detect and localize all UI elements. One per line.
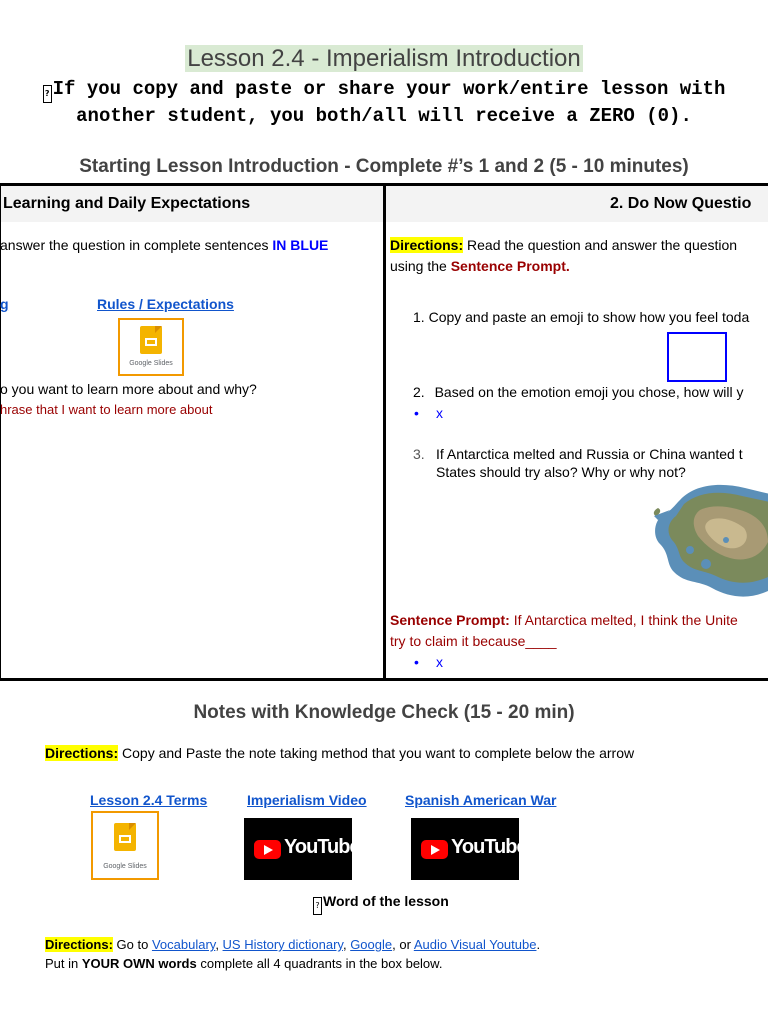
warning-line-1-text: If you copy and paste or share your work/entire lesson with xyxy=(52,78,726,100)
notes-section-heading: Notes with Knowledge Check (15 - 20 min) xyxy=(193,702,575,723)
missing-glyph-icon: ? xyxy=(43,85,52,103)
sentence-prompt-text-1: If Antarctica melted, I think the Unite xyxy=(513,612,738,628)
word-of-lesson-text: Word of the lesson xyxy=(323,893,449,909)
warning-line-1 xyxy=(0,76,768,103)
youtube-play-icon xyxy=(254,840,281,859)
intro-section-heading: Starting Lesson Introduction - Complete #’s 1 and 2 (5 - 10 minutes) xyxy=(79,156,689,177)
emoji-answer-box[interactable] xyxy=(667,332,727,382)
question-2-text: Based on the emotion emoji you chose, how will y xyxy=(434,384,744,400)
directions-text-2: using the xyxy=(390,258,447,274)
page-title xyxy=(0,45,768,73)
vocab-put-in: Put in xyxy=(45,956,79,971)
sentence-prompt-ref: Sentence Prompt. xyxy=(450,258,570,274)
plagiarism-warning xyxy=(0,76,768,130)
instruction-text: answer the question in complete sentences xyxy=(0,237,269,253)
left-cell-prompt: hrase that I want to learn more about xyxy=(0,402,213,417)
vocabulary-link[interactable]: Vocabulary xyxy=(151,937,216,952)
directions-label: Directions: xyxy=(390,237,464,253)
question-3-line-2: States should try also? Why or why not? xyxy=(436,464,686,480)
youtube-logo-text: YouTube xyxy=(451,836,527,858)
left-cell-header: Learning and Daily Expectations xyxy=(3,195,251,212)
question-3-line-1: If Antarctica melted and Russia or China wanted t xyxy=(436,446,743,462)
sentence-prompt-answer[interactable]: • x xyxy=(436,652,443,673)
question-1 xyxy=(413,307,749,328)
question-1-text: Copy and paste an emoji to show how you feel toda xyxy=(428,309,750,325)
instruction-emphasis: IN BLUE xyxy=(272,237,329,253)
vocab-go-to: Go to xyxy=(116,937,149,952)
vocab-rest: complete all 4 quadrants in the box below. xyxy=(200,956,443,971)
spanish-american-war-link[interactable]: Spanish American War xyxy=(405,792,557,808)
right-cell-header: 2. Do Now Questio xyxy=(610,195,752,212)
vocab-directions-label: Directions: xyxy=(45,937,113,952)
word-of-lesson-heading xyxy=(313,891,449,915)
question-3-number: 3. xyxy=(413,446,425,462)
notes-directions xyxy=(45,743,634,764)
question-2-number: 2. xyxy=(413,384,425,400)
question-2 xyxy=(413,382,744,403)
antarctica-map-image xyxy=(650,480,768,608)
imperialism-video-link[interactable]: Imperialism Video xyxy=(247,792,367,808)
youtube-logo-text: YouTube xyxy=(284,836,360,858)
notes-directions-text: Copy and Paste the note taking method that you want to complete below the arrow xyxy=(122,745,635,761)
us-history-dictionary-link[interactable]: US History dictionary xyxy=(222,937,343,952)
sentence-prompt-label: Sentence Prompt: xyxy=(390,612,510,628)
audio-visual-youtube-link[interactable]: Audio Visual Youtube xyxy=(413,937,537,952)
right-cell-directions-2 xyxy=(390,256,570,277)
left-cut-link[interactable]: g xyxy=(0,296,9,312)
lesson-terms-slides-icon[interactable] xyxy=(91,811,159,880)
antarctica-map-svg xyxy=(650,480,768,608)
rules-expectations-link[interactable]: Rules / Expectations xyxy=(97,296,234,312)
notes-directions-label: Directions: xyxy=(45,745,119,761)
left-cell-question: o you want to learn more about and why? xyxy=(0,381,257,397)
sentence-prompt-line-2: try to claim it because____ xyxy=(390,633,557,649)
vocab-own-words: YOUR OWN words xyxy=(81,956,197,971)
slides-doc-shape xyxy=(140,326,162,354)
table-divider xyxy=(383,183,386,681)
vocab-directions: Directions: Go to Vocabulary, US History dictionary, Google, or Audio Visual Youtube. xyxy=(45,937,541,952)
question-1-number: 1. xyxy=(413,309,425,325)
vocab-or: or xyxy=(399,937,411,952)
slides-caption: Google Slides xyxy=(103,863,147,870)
youtube-play-icon xyxy=(421,840,448,859)
warning-line-2: another student, you both/all will receive a ZERO (0). xyxy=(76,105,692,127)
slides-doc-shape xyxy=(114,823,136,851)
page-title-text: Lesson 2.4 - Imperialism Introduction xyxy=(187,45,581,72)
left-cell-instruction xyxy=(0,235,328,256)
imperialism-video-thumbnail[interactable] xyxy=(244,818,360,880)
lesson-terms-link[interactable]: Lesson 2.4 Terms xyxy=(90,792,208,808)
spanish-american-war-thumbnail[interactable] xyxy=(411,818,527,880)
google-link[interactable]: Google xyxy=(350,937,393,952)
missing-glyph-icon: ? xyxy=(313,897,322,915)
question-2-answer[interactable]: • x xyxy=(436,403,443,424)
right-cell-directions xyxy=(390,235,737,256)
google-slides-icon[interactable] xyxy=(118,318,184,376)
sentence-prompt-line-1 xyxy=(390,610,738,631)
vocab-instruction xyxy=(45,954,442,973)
slides-caption: Google Slides xyxy=(129,360,173,367)
directions-text-1: Read the question and answer the question xyxy=(467,237,738,253)
